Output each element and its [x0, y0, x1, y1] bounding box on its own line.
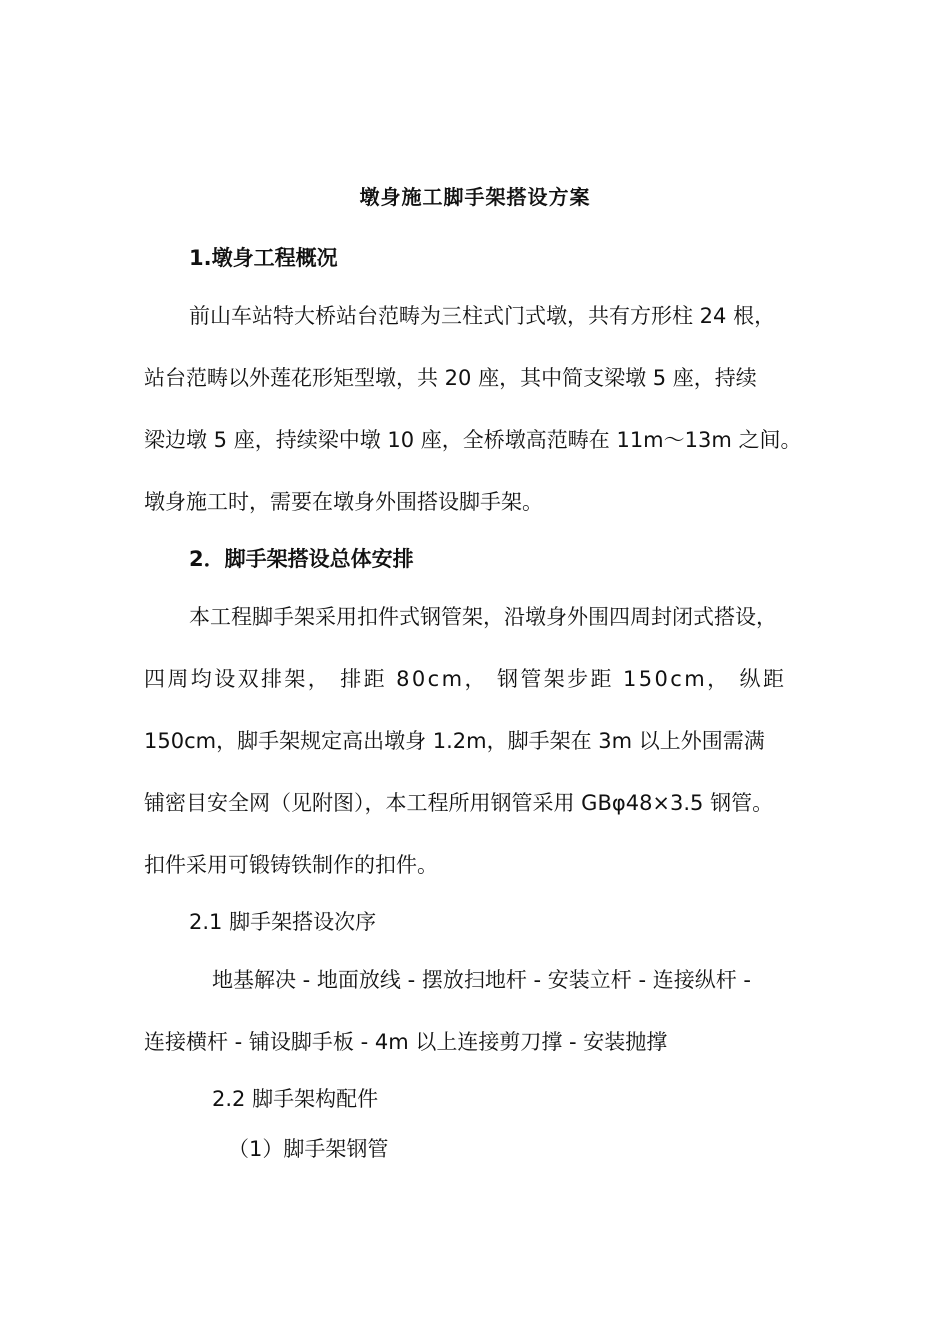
paragraph-line: 连接横杆 - 铺设脚手板 - 4m 以上连接剪刀撑 - 安装抛撑 — [144, 1030, 668, 1054]
paragraph-line: 地基解决 - 地面放线 - 摆放扫地杆 - 安装立杆 - 连接纵杆 - — [212, 968, 751, 992]
section-2-2-heading: 2.2 脚手架构配件 — [212, 1087, 379, 1111]
paragraph-line: 站台范畴以外莲花形矩型墩，共 20 座，其中简支梁墩 5 座，持续 — [144, 366, 757, 390]
paragraph-line: 四周均设双排架， 排距 80cm， 钢管架步距 150cm， 纵距 — [144, 667, 787, 691]
document-title: 墩身施工脚手架搭设方案 — [359, 185, 591, 209]
list-item: （1）脚手架钢管 — [228, 1137, 389, 1161]
paragraph-line: 扣件采用可锻铸铁制作的扣件。 — [144, 853, 438, 877]
section-2-heading: 2．脚手架搭设总体安排 — [189, 547, 414, 571]
paragraph-line: 墩身施工时，需要在墩身外围搭设脚手架。 — [144, 490, 543, 514]
section-1-heading: 1.墩身工程概况 — [189, 246, 338, 270]
paragraph-line: 梁边墩 5 座，持续梁中墩 10 座，全桥墩高范畴在 11m～13m 之间。 — [144, 428, 802, 452]
paragraph-line: 前山车站特大桥站台范畴为三柱式门式墩，共有方形柱 24 根， — [189, 304, 776, 328]
paragraph-line: 铺密目安全网（见附图），本工程所用钢管采用 GBφ48×3.5 钢管。 — [144, 791, 774, 815]
section-2-1-heading: 2.1 脚手架搭设次序 — [189, 910, 377, 934]
paragraph-line: 本工程脚手架采用扣件式钢管架，沿墩身外围四周封闭式搭设， — [189, 605, 777, 629]
paragraph-line: 150cm，脚手架规定高出墩身 1.2m，脚手架在 3m 以上外围需满 — [144, 729, 765, 753]
